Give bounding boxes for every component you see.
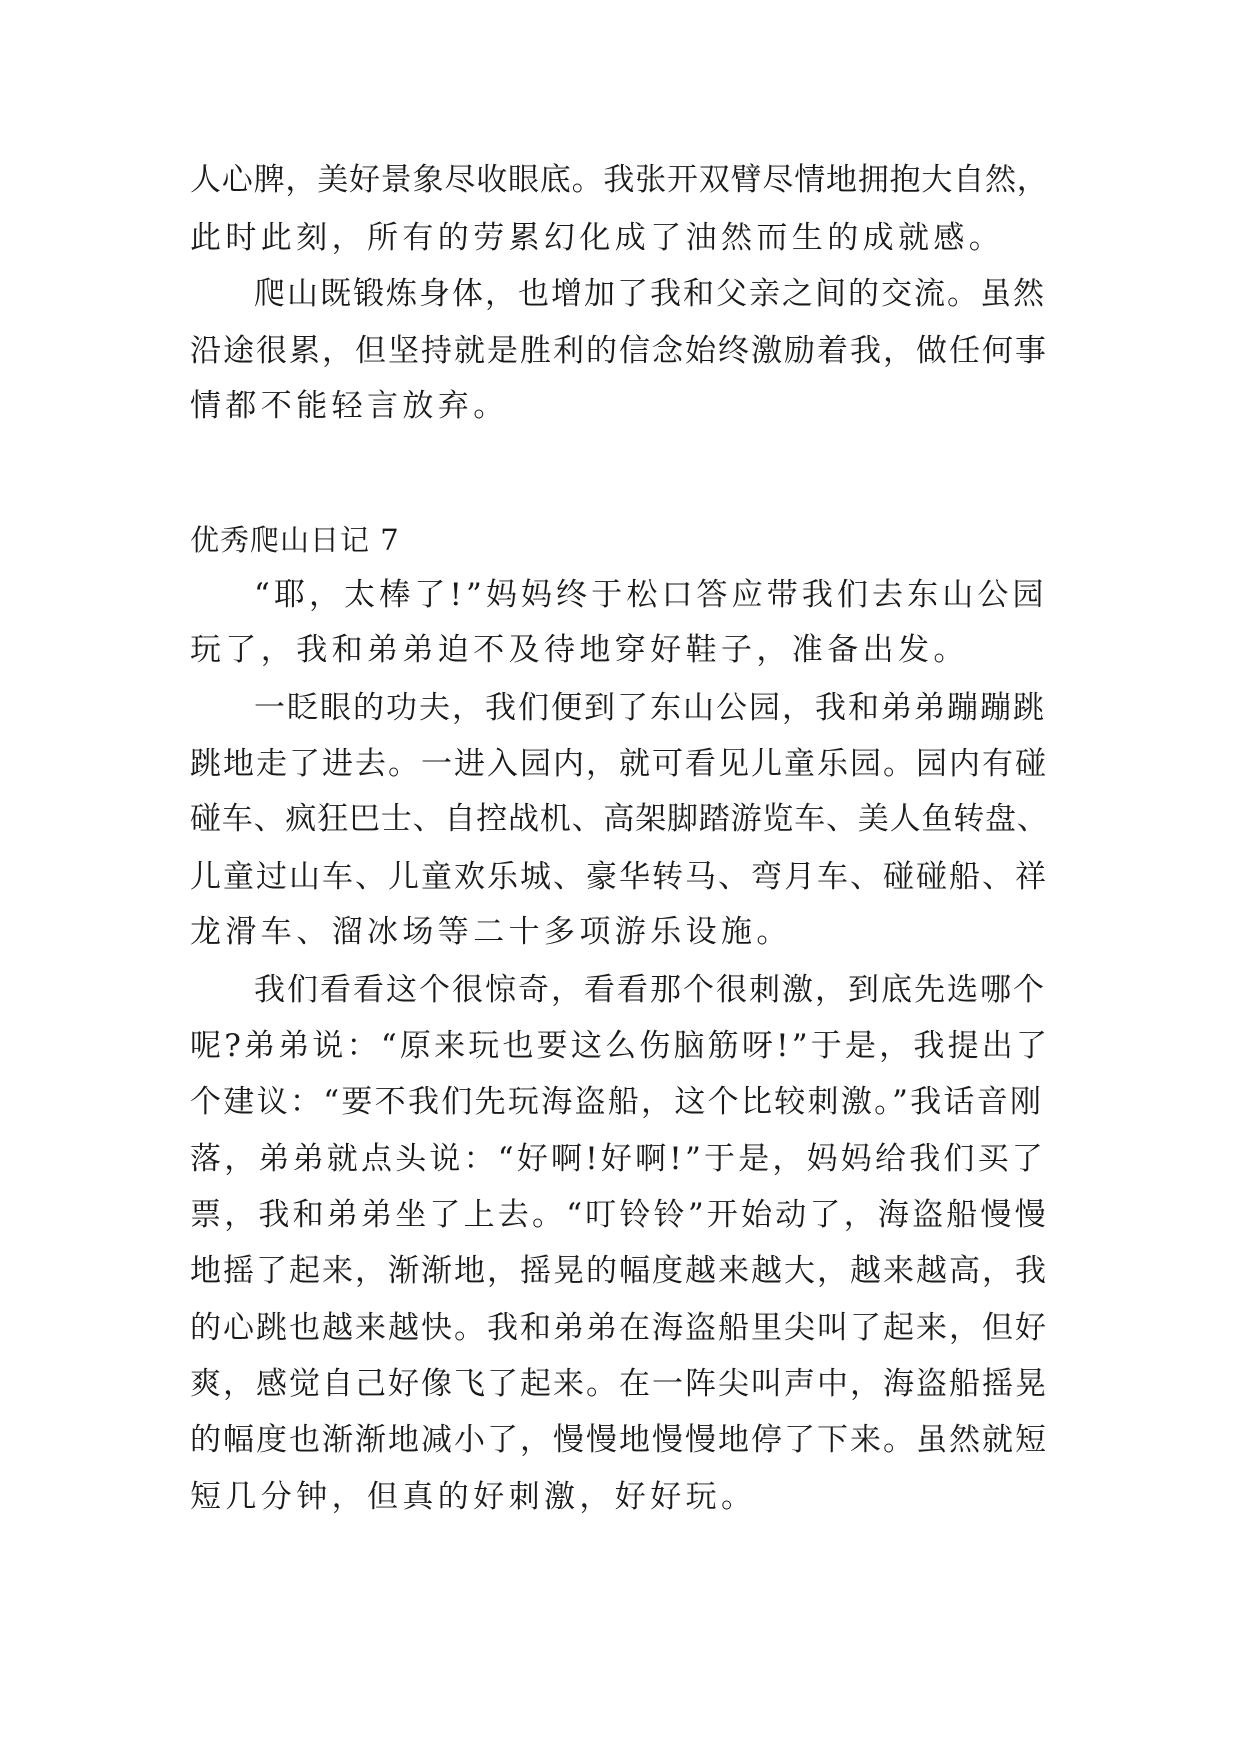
text-line: “耶，太棒了!”妈妈终于松口答应带我们去东山公园: [254, 577, 1048, 613]
text-line: 落，弟弟就点头说：“好啊!好啊!”于是，妈妈给我们买了: [190, 1141, 1047, 1177]
text-line: 龙滑车、溜冰场等二十多项游乐设施。: [190, 914, 792, 950]
text-line: 的幅度也渐渐地减小了，慢慢地慢慢地停了下来。虽然就短: [190, 1422, 1048, 1458]
text-line: 一眨眼的功夫，我们便到了东山公园，我和弟弟蹦蹦跳: [254, 690, 1046, 726]
text-line: 呢?弟弟说：“原来玩也要这么伤脑筋呀!”于是，我提出了: [190, 1028, 1051, 1064]
text-line: 票，我和弟弟坐了上去。“叮铃铃”开始动了，海盗船慢慢: [190, 1197, 1049, 1233]
text-line: 人心脾，美好景象尽收眼底。我张开双臂尽情地拥抱大自然，: [190, 162, 1049, 198]
text-line: 短几分钟，但真的好刺激，好好玩。: [190, 1479, 757, 1515]
text-line: 的心跳也越来越快。我和弟弟在海盗船里尖叫了起来，但好: [190, 1310, 1048, 1346]
text-line: 此时此刻，所有的劳累幻化成了油然而生的成就感。: [190, 220, 1005, 256]
text-line: 个建议：“要不我们先玩海盗船，这个比较刺激。”我话音刚: [190, 1084, 1044, 1120]
text-line: 跳地走了进去。一进入园内，就可看见儿童乐园。园内有碰: [190, 746, 1048, 782]
text-line: 碰车、疯狂巴士、自控战机、高架脚踏游览车、美人鱼转盘、: [190, 801, 1049, 837]
text-line: 地摇了起来，渐渐地，摇晃的幅度越来越大，越来越高，我: [190, 1253, 1048, 1289]
text-line: 爬山既锻炼身体，也增加了我和父亲之间的交流。虽然: [254, 276, 1046, 312]
section-title: 优秀爬山日记 7: [190, 523, 400, 557]
text-line: 玩了，我和弟弟迫不及待地穿好鞋子，准备出发。: [190, 632, 969, 668]
text-line: 我们看看这个很惊奇，看看那个很刺激，到底先选哪个: [254, 972, 1046, 1008]
text-line: 爽，感觉自己好像飞了起来。在一阵尖叫声中，海盗船摇晃: [190, 1366, 1048, 1402]
text-line: 沿途很累，但坚持就是胜利的信念始终激励着我，做任何事: [190, 333, 1048, 369]
text-line: 儿童过山车、儿童欢乐城、豪华转马、弯月车、碰碰船、祥: [190, 859, 1048, 895]
text-line: 情都不能轻言放弃。: [190, 388, 509, 424]
